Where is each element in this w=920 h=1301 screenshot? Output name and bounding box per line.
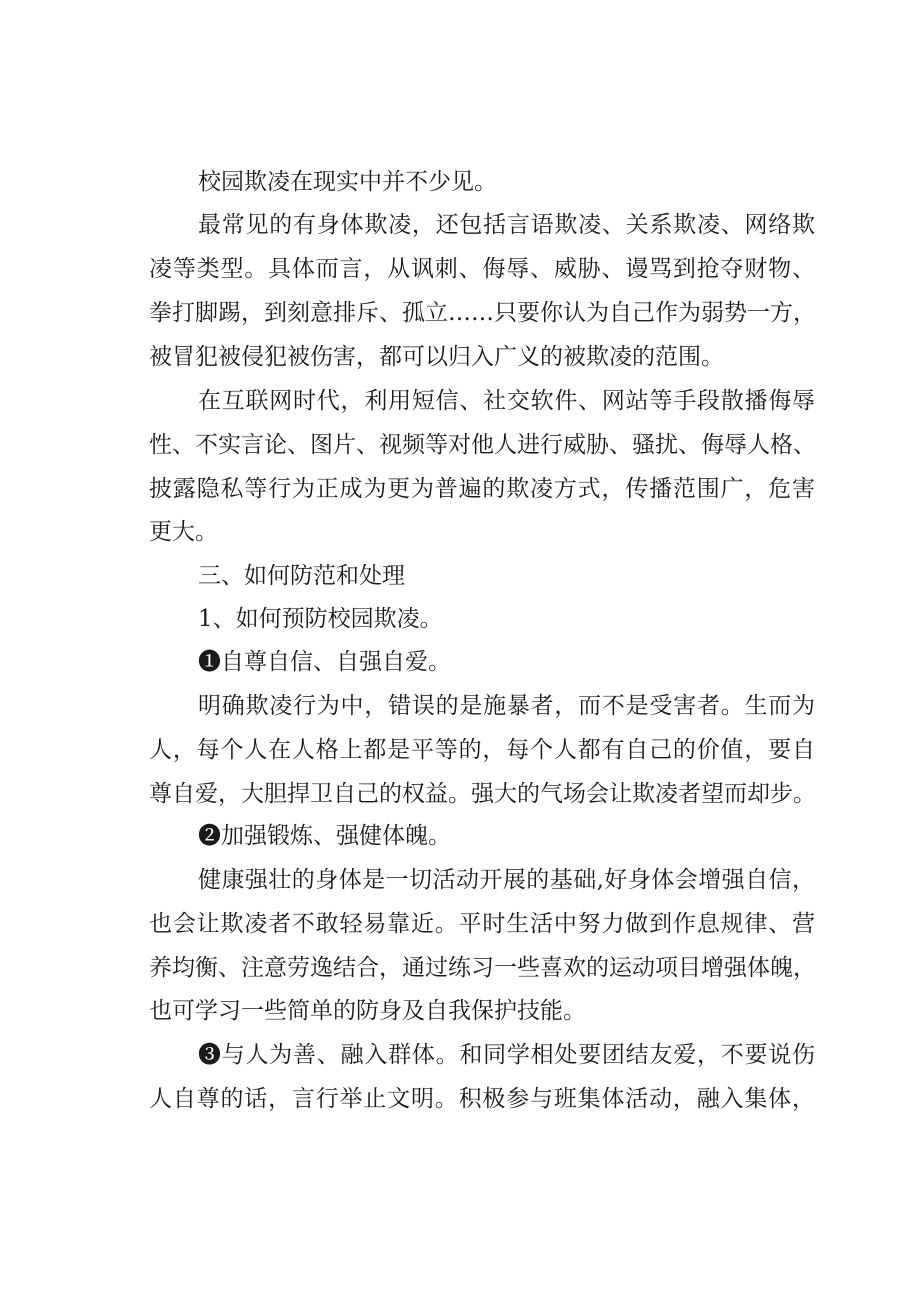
item-title: ❷加强锻炼、强健体魄。 <box>198 823 451 849</box>
paragraph-line: 尊自爱，大胆捍卫自己的权益。强大的气场会让欺凌者望而却步。 <box>149 781 816 807</box>
paragraph-line: 被冒犯被侵犯被伤害，都可以归入广义的被欺凌的范围。 <box>149 344 724 370</box>
paragraph-line: 也会让欺凌者不敢轻易靠近。平时生活中努力做到作息规律、营 <box>149 911 815 937</box>
paragraph-line: 人，每个人在人格上都是平等的，每个人都有自己的价值，要自 <box>149 737 815 763</box>
paragraph-line: 在互联网时代，利用短信、社交软件、网站等手段散播侮辱 <box>198 388 815 414</box>
section-heading: 三、如何防范和处理 <box>198 563 405 589</box>
paragraph-line: 校园欺凌在现实中并不少见。 <box>198 169 497 195</box>
paragraph-line: 披露隐私等行为正成为更为普遍的欺凌方式，传播范围广，危害 <box>149 476 815 502</box>
paragraph-line: 明确欺凌行为中，错误的是施暴者，而不是受害者。生而为 <box>198 693 815 719</box>
paragraph-line: 人自尊的话，言行举止文明。积极参与班集体活动，融入集体， <box>149 1086 815 1112</box>
paragraph-line: 更大。 <box>149 519 218 545</box>
paragraph-line: 健康强壮的身体是一切活动开展的基础,好身体会增强自信， <box>198 867 815 893</box>
paragraph-line: 凌等类型。具体而言，从讽刺、侮辱、威胁、谩骂到抢夺财物、 <box>149 256 815 282</box>
item-title: ❶自尊自信、自强自爱。 <box>198 649 451 675</box>
paragraph-line: ❸与人为善、融入群体。和同学相处要团结友爱，不要说伤 <box>198 1042 815 1068</box>
paragraph-line: 拳打脚踢，到刻意排斥、孤立……只要你认为自己作为弱势一方， <box>149 300 816 326</box>
subsection-heading: 1、如何预防校园欺凌。 <box>198 606 443 632</box>
paragraph-line: 也可学习一些简单的防身及自我保护技能。 <box>149 998 586 1024</box>
paragraph-line: 养均衡、注意劳逸结合，通过练习一些喜欢的运动项目增强体魄， <box>149 955 816 981</box>
paragraph-line: 最常见的有身体欺凌，还包括言语欺凌、关系欺凌、网络欺 <box>198 212 815 238</box>
paragraph-line: 性、不实言论、图片、视频等对他人进行威胁、骚扰、侮辱人格、 <box>149 432 816 458</box>
